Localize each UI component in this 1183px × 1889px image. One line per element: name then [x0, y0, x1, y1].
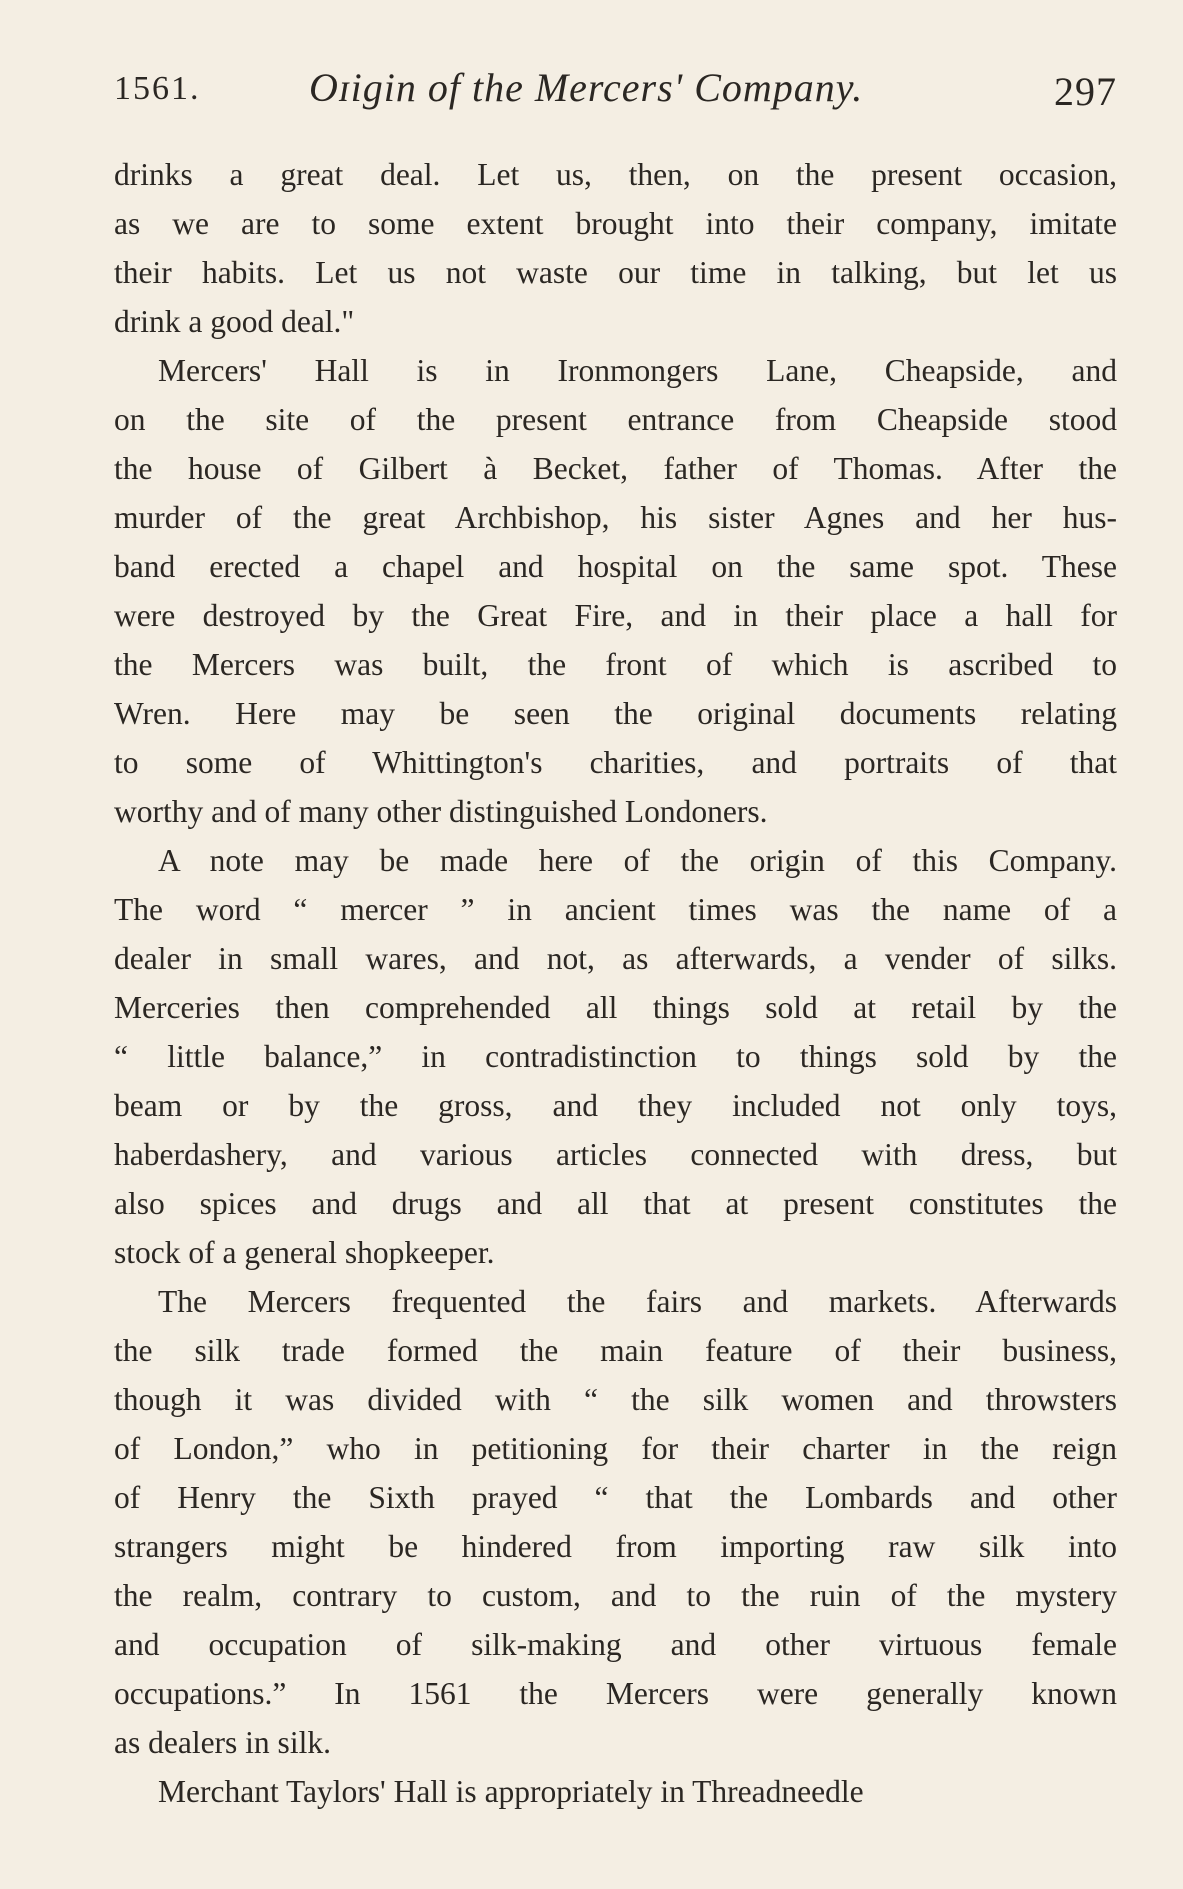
text-line: though it was divided with “ the silk women and throwsters [114, 1382, 1117, 1417]
running-head-title: Oɪigin of the Mercers' Company. [309, 65, 864, 110]
text-line: also spices and drugs and all that at present constitutes the [114, 1186, 1117, 1221]
paragraph [114, 1277, 1117, 1767]
text-line: their habits. Let us not waste our time in talking, but let us [114, 255, 1117, 290]
text-line: Wren. Here may be seen the original documents relating [114, 696, 1117, 731]
text-line: occupations.” In 1561 the Mercers were generally known [114, 1676, 1117, 1711]
text-line: to some of Whittington's charities, and portraits of that [114, 745, 1117, 780]
text-line: were destroyed by the Great Fire, and in their place a hall for [114, 598, 1117, 633]
text-line: A note may be made here of the origin of this Company. [158, 843, 1117, 878]
text-line: beam or by the gross, and they included not only toys, [114, 1088, 1117, 1123]
text-line: Mercers' Hall is in Ironmongers Lane, Cheapside, and [158, 353, 1117, 388]
paragraph [114, 346, 1117, 836]
text-line: haberdashery, and various articles connected with dress, but [114, 1137, 1117, 1172]
page-number: 297 [1054, 69, 1117, 114]
text-line: Merceries then comprehended all things sold at retail by the [114, 990, 1117, 1025]
text-line: Merchant Taylors' Hall is appropriately in Threadneedle [158, 1774, 864, 1809]
text-line: The word “ mercer ” in ancient times was the name of a [114, 892, 1117, 927]
text-line: band erected a chapel and hospital on the same spot. These [114, 549, 1117, 584]
running-head-year: 1561. [114, 70, 201, 107]
text-line: on the site of the present entrance from Cheapside stood [114, 402, 1117, 437]
text-line: and occupation of silk-making and other virtuous female [114, 1627, 1117, 1662]
text-line: the house of Gilbert à Becket, father of Thomas. After the [114, 451, 1117, 486]
running-head [114, 62, 1117, 122]
text-line: drinks a great deal. Let us, then, on the present occasion, [114, 157, 1117, 192]
text-line: the realm, contrary to custom, and to the ruin of the mystery [114, 1578, 1117, 1613]
text-line: strangers might be hindered from importing raw silk into [114, 1529, 1117, 1564]
text-line: dealer in small wares, and not, as afterwards, a vender of silks. [114, 941, 1117, 976]
text-line: drink a good deal." [114, 304, 355, 339]
text-line: of Henry the Sixth prayed “ that the Lombards and other [114, 1480, 1117, 1515]
paragraph [114, 836, 1117, 1277]
text-line: the silk trade formed the main feature of their business, [114, 1333, 1117, 1368]
paragraph [114, 1767, 1117, 1816]
text-line: murder of the great Archbishop, his sister Agnes and her hus- [114, 500, 1117, 535]
body-text [114, 150, 1117, 1816]
text-line: The Mercers frequented the fairs and markets. Afterwards [158, 1284, 1117, 1319]
text-line: as dealers in silk. [114, 1725, 331, 1760]
paragraph [114, 150, 1117, 346]
text-line: the Mercers was built, the front of which is ascribed to [114, 647, 1117, 682]
text-line: worthy and of many other distinguished Londoners. [114, 794, 768, 829]
text-line: stock of a general shopkeeper. [114, 1235, 495, 1270]
text-line: of London,” who in petitioning for their charter in the reign [114, 1431, 1117, 1466]
text-line: “ little balance,” in contradistinction to things sold by the [114, 1039, 1117, 1074]
text-line: as we are to some extent brought into their company, imitate [114, 206, 1117, 241]
